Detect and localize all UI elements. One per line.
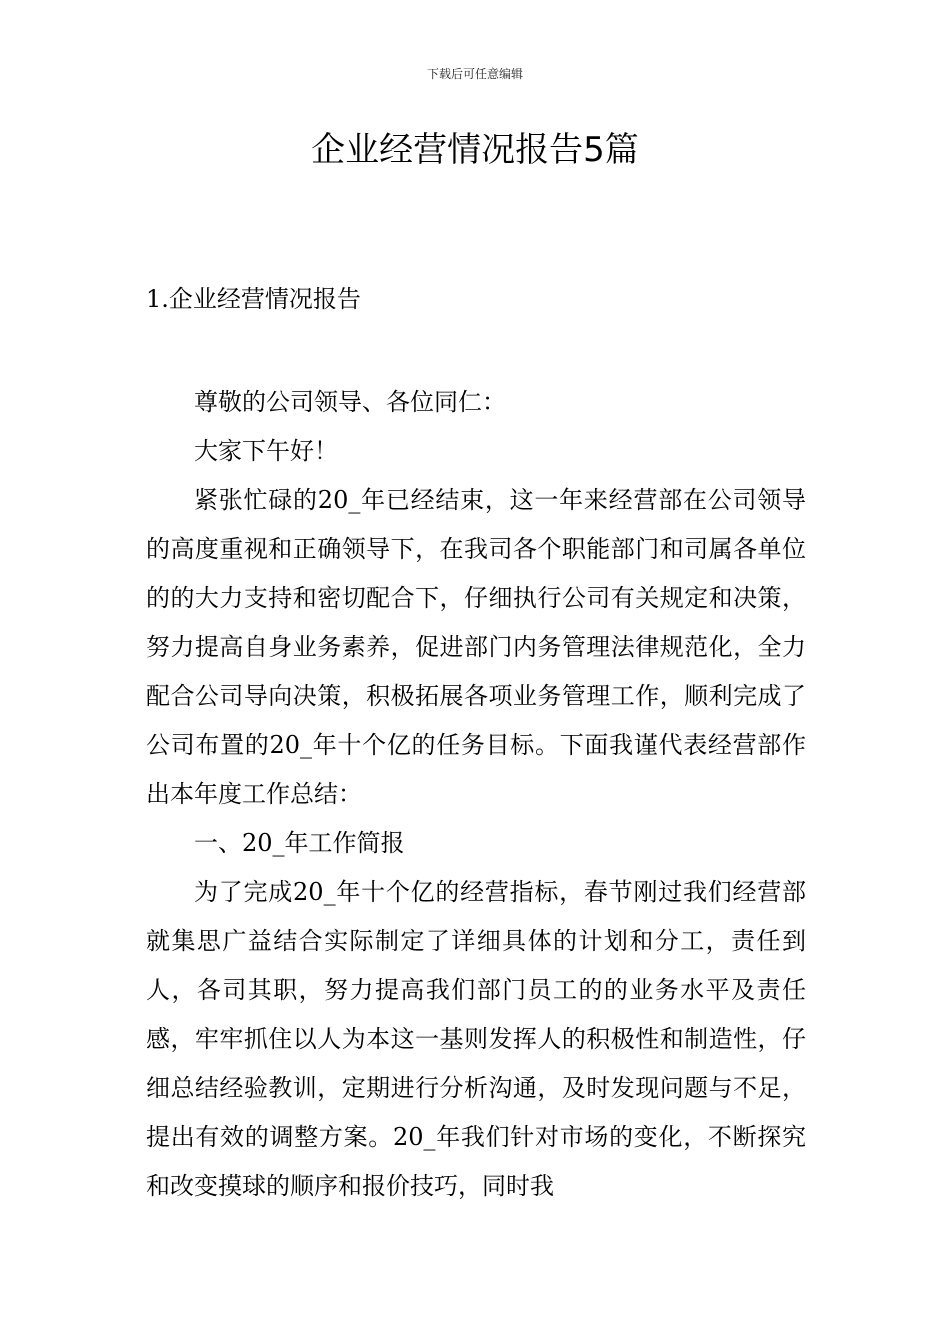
salutation-paragraph: 尊敬的公司领导、各位同仁：	[194, 388, 506, 416]
document-title: 企业经营情况报告5篇	[311, 130, 639, 170]
greeting-paragraph: 大家下午好！	[194, 437, 338, 465]
section-heading: 1.企业经营情况报告	[146, 285, 361, 313]
subsection-heading: 一、20_年工作简报	[194, 829, 405, 857]
intro-paragraph: 紧张忙碌的20_年已经结束，这一年来经营部在公司领导的高度重视和正确领导下，在我司各个职能部门和司属各单位的的大力支持和密切配合下，仔细执行公司有关规定和决策，努力提高自身业务素养，促进部门内务管理法律规范化，全力配合公司导向决策，积极拓展各项业务管理工作，顺利完成了公司布置的20_年十个亿的任务目标。下面我谨代表经营部作出本年度工作总结：	[146, 486, 806, 808]
document-body	[146, 378, 806, 1211]
page-header-note: 下载后可任意编辑	[426, 67, 523, 81]
body-paragraph: 为了完成20_年十个亿的经营指标，春节刚过我们经营部就集思广益结合实际制定了详细具体的计划和分工，责任到人，各司其职，努力提高我们部门员工的的业务水平及责任感，牢牢抓住以人为本这一基则发挥人的积极性和制造性，仔细总结经验教训，定期进行分析沟通，及时发现问题与不足，提出有效的调整方案。20_年我们针对市场的变化，不断探究和改变摸球的顺序和报价技巧，同时我	[146, 878, 806, 1200]
